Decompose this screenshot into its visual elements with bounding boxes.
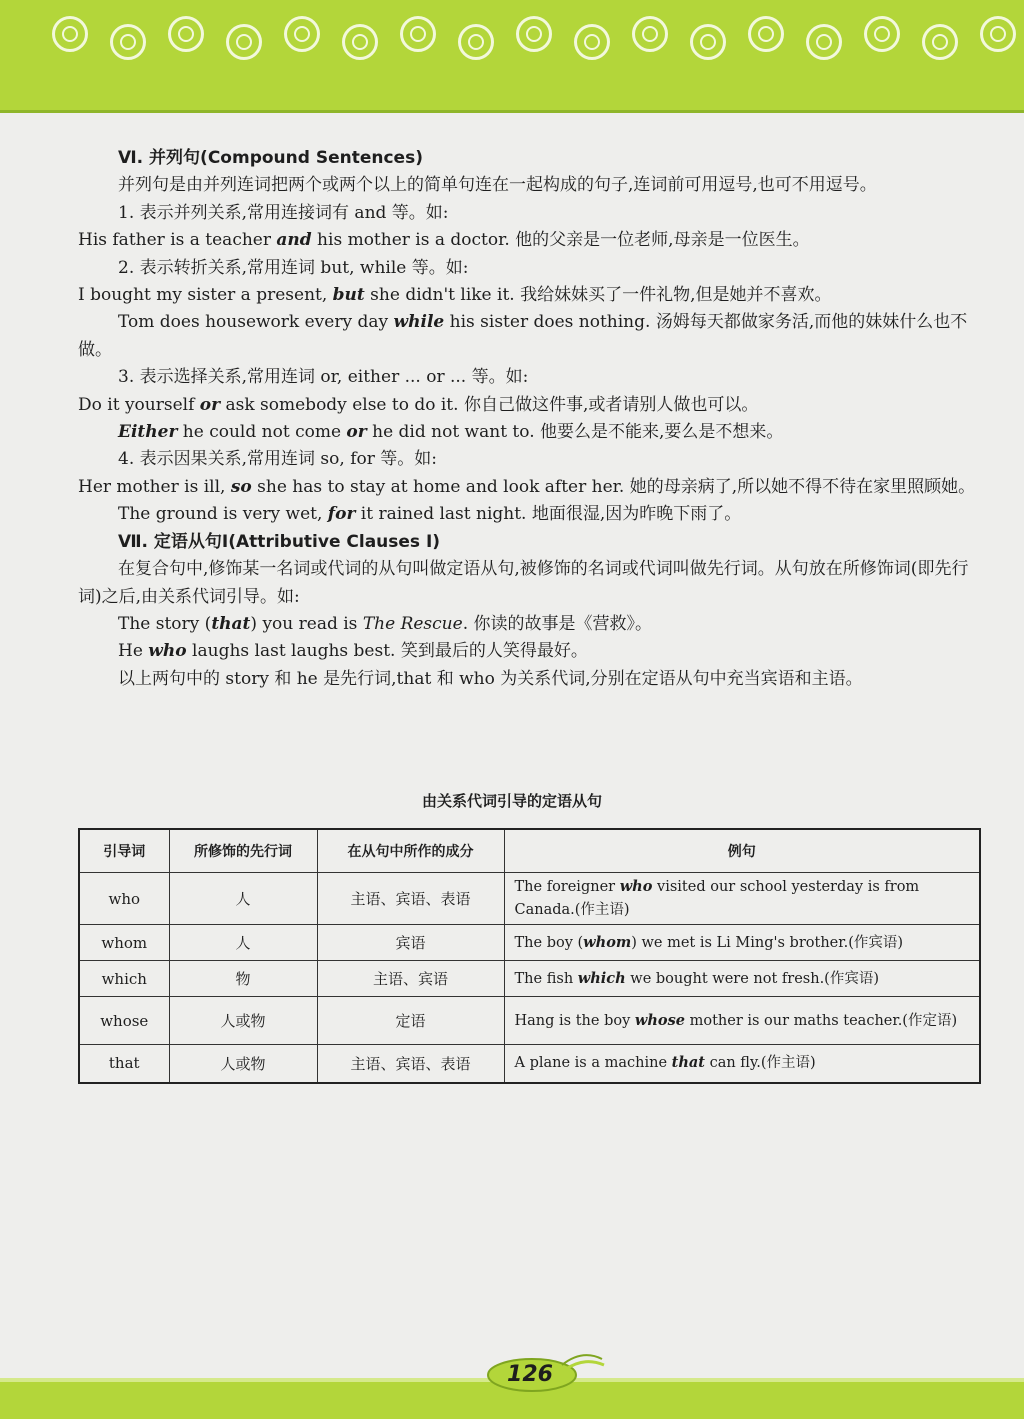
keyword: but [332,285,365,306]
concentric-circle-icon [110,24,146,60]
keyword: or [199,394,221,415]
paragraph: 并列句是由并列连词把两个或两个以上的简单句连在一起构成的句子,连词前可用逗号,也可不用逗号。 [118,175,877,196]
cell-word: which [79,961,169,997]
top-decorative-band [0,0,1024,113]
rule-item: 2. 表示转折关系,常用连词 but, while 等。如: [118,257,469,278]
concentric-circle-icon [690,24,726,60]
concentric-circle-icon [632,16,668,52]
concentric-circle-icon [748,16,784,52]
keyword: whom [583,933,632,951]
example-sentence: He who laughs last laughs best. 笑到最后的人笑得最好。 [118,641,588,662]
rule-item: 4. 表示因果关系,常用连词 so, for 等。如: [118,449,437,470]
keyword: Either [118,422,178,443]
cell-word: who [79,873,169,925]
concentric-circle-icon [864,16,900,52]
page-content [78,145,983,693]
keyword: that [671,1054,705,1072]
cell-antecedent: 物 [169,961,317,997]
column-header: 例句 [504,829,980,873]
table-header-row [79,829,980,873]
concentric-circle-icon [226,24,262,60]
table-row [79,961,980,997]
cell-example: A plane is a machine that can fly.(作主语) [504,1045,980,1083]
rule-item: 1. 表示并列关系,常用连接词有 and 等。如: [118,202,449,223]
cell-example: The boy (whom) we met is Li Ming's brother.(作宾语) [504,925,980,961]
example-sentence: His father is a teacher and his mother is a doctor. 他的父亲是一位老师,母亲是一位医生。 [78,230,810,251]
table-row [79,1045,980,1083]
keyword: for [327,504,356,525]
cell-antecedent: 人 [169,873,317,925]
keyword: so [230,476,252,497]
table-caption: 由关系代词引导的定语从句 [421,792,602,810]
concentric-circle-icon [52,16,88,52]
rule-item: 3. 表示选择关系,常用连词 or, either ... or ... 等。如: [118,367,529,388]
example-sentence: The ground is very wet, for it rained last night. 地面很湿,因为昨晚下雨了。 [118,504,742,525]
cell-word: that [79,1045,169,1083]
keyword: which [577,969,626,987]
keyword: who [619,878,653,895]
cell-example: Hang is the boy whose mother is our maths teacher.(作定语) [504,997,980,1045]
keyword: that [211,613,251,634]
concentric-circle-icon [806,24,842,60]
cell-example: The foreigner who visited our school yesterday is from Canada.(作主语) [504,873,980,925]
column-header: 所修饰的先行词 [169,829,317,873]
cell-role: 主语、宾语、表语 [317,1045,504,1083]
cell-role: 定语 [317,997,504,1045]
keyword: or [346,422,367,443]
example-sentence: Her mother is ill, so she has to stay at home and look after her. 她的母亲病了,所以她不得不待在家里照顾她。 [78,476,976,497]
example-sentence: Either he could not come or he did not want to. 他要么是不能来,要么是不想来。 [118,422,784,443]
cell-antecedent: 人 [169,925,317,961]
table-row [79,873,980,925]
cell-word: whose [79,997,169,1045]
section-heading-compound: Ⅵ. 并列句(Compound Sentences) [118,148,423,168]
keyword: whose [634,1011,685,1029]
concentric-circle-icon [922,24,958,60]
example-sentence: I bought my sister a present, but she didn't like it. 我给妹妹买了一件礼物,但是她并不喜欢。 [78,285,832,306]
concentric-circle-icon [574,24,610,60]
cell-antecedent: 人或物 [169,1045,317,1083]
cell-role: 主语、宾语 [317,961,504,997]
table-row [79,997,980,1045]
book-title: The Rescue [362,613,463,634]
cell-word: whom [79,925,169,961]
section-heading-attributive: Ⅶ. 定语从句Ⅰ(Attributive Clauses Ⅰ) [118,531,441,552]
column-header: 引导词 [79,829,169,873]
relative-pronoun-table [78,828,981,1084]
table-row [79,925,980,961]
concentric-circle-icon [400,16,436,52]
cell-antecedent: 人或物 [169,997,317,1045]
table-body [79,873,980,1083]
concentric-circle-icon [516,16,552,52]
paragraph: 在复合句中,修饰某一名词或代词的从句叫做定语从句,被修饰的名词或代词叫做先行词。从句放在所修饰词(即先行词)之后,由关系代词引导。如: [78,559,969,607]
keyword: while [393,312,445,333]
cell-example: The fish which we bought were not fresh.(作宾语) [504,961,980,997]
concentric-circle-icon [168,16,204,52]
paragraph: 以上两句中的 story 和 he 是先行词,that 和 who 为关系代词,分别在定语从句中充当宾语和主语。 [118,668,863,689]
cell-role: 主语、宾语、表语 [317,873,504,925]
page-number: 126 [507,1362,553,1387]
concentric-circle-icon [980,16,1016,52]
keyword: who [148,641,187,662]
example-sentence: The story (that) you read is The Rescue. 你读的故事是《营救》。 [118,613,652,634]
concentric-circle-icon [284,16,320,52]
example-sentence: Tom does housework every day while his sister does nothing. 汤姆每天都做家务活,而他的妹妹什么也不做。 [78,312,968,360]
cell-role: 宾语 [317,925,504,961]
keyword: and [276,230,312,251]
example-sentence: Do it yourself or ask somebody else to do it. 你自己做这件事,或者请别人做也可以。 [78,394,759,415]
concentric-circle-icon [458,24,494,60]
concentric-circle-icon [342,24,378,60]
column-header: 在从句中所作的成分 [317,829,504,873]
